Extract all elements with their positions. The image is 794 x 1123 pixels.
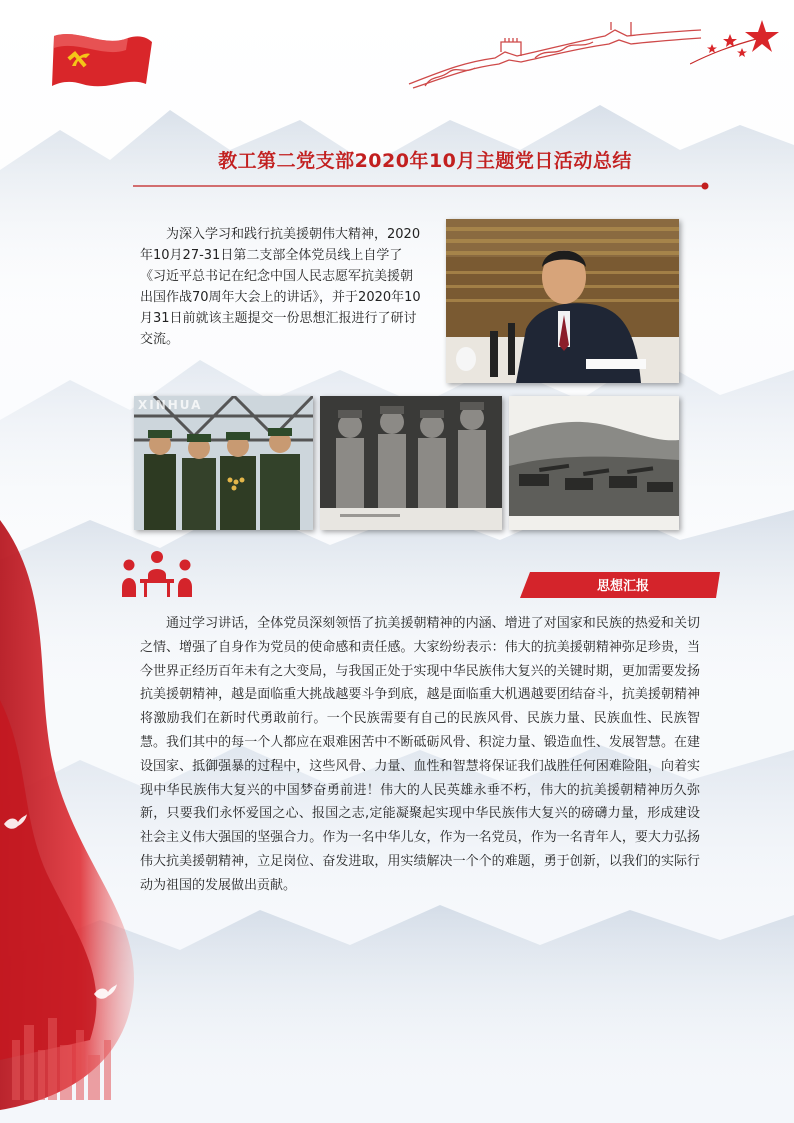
body-paragraph: 通过学习讲话，全体党员深刻领悟了抗美援朝精神的内涵、增进了对国家和民族的热爱和关切之情、增强了自身作为党员的使命感和责任感。大家纷纷表示：伟大的抗美援朝精神弥足珍贵，当今世界正经历百年未有之大变局，与我国正处于实现中华民族伟大复兴的关键时期，更加需要发扬抗美援朝精神，越是面临重大挑战越要斗争到底，越是面临重大机遇越要团结奋斗，抗美援朝精神将激励我们在新时代勇敢前行。一个民族需要有自己的民族风骨、民族力量、民族血性、民族智慧。我们其中的每一个人都应在艰难困苦中不断砥砺风骨、积淀力量、锻造血性、发展智慧。在建设国家、抵御强暴的过程中，这些风骨、力量、血性和智慧将保证我们战胜任何困难险阻，向着实现中华民族伟大复兴的中国梦奋勇前进！伟大的人民英雄永垂不朽，伟大的抗美援朝精神历久弥新，只要我们永怀爱国之心、报国之志,定能凝聚起实现中华民族伟大复兴的磅礴力量，形成建设社会主义伟大强国的坚强合力。作为一名中华儿女，作为一名党员，作为一名青年人，要大力弘扬伟大抗美援朝精神，立足岗位、奋发进取，用实绩解决一个个的难题，勇于创新，以我们的实际行动为祖国的发展做出贡献。 [140,616,700,893]
dove-icon [2,812,28,834]
section-tag-label: 思想汇报 [596,579,649,594]
party-flag-icon [48,26,154,96]
photo-historical-volunteers [320,396,502,530]
photo-veterans-at-bridge [134,396,313,530]
intro-paragraph: 为深入学习和践行抗美援朝伟大精神，2020年10月27-31日第二支部全体党员线上自学了《习近平总书记在纪念中国人民志愿军抗美援朝出国作战70周年大会上的讲话》，并于2020年10月31日前就该主题提交一份思想汇报进行了研讨交流。 [140,227,421,347]
meeting-people-icon [120,547,194,599]
dove-icon [92,982,118,1004]
star-icon [690,14,790,74]
photo-conference-speaker [446,219,679,383]
great-wall-icon [405,22,705,92]
title-underline [133,180,711,192]
photo-watermark: XINHUA [138,398,203,412]
photo-tanks-battlefield [509,396,679,530]
page-title: 教工第二党支部2020年10月主题党日活动总结 [218,150,632,172]
